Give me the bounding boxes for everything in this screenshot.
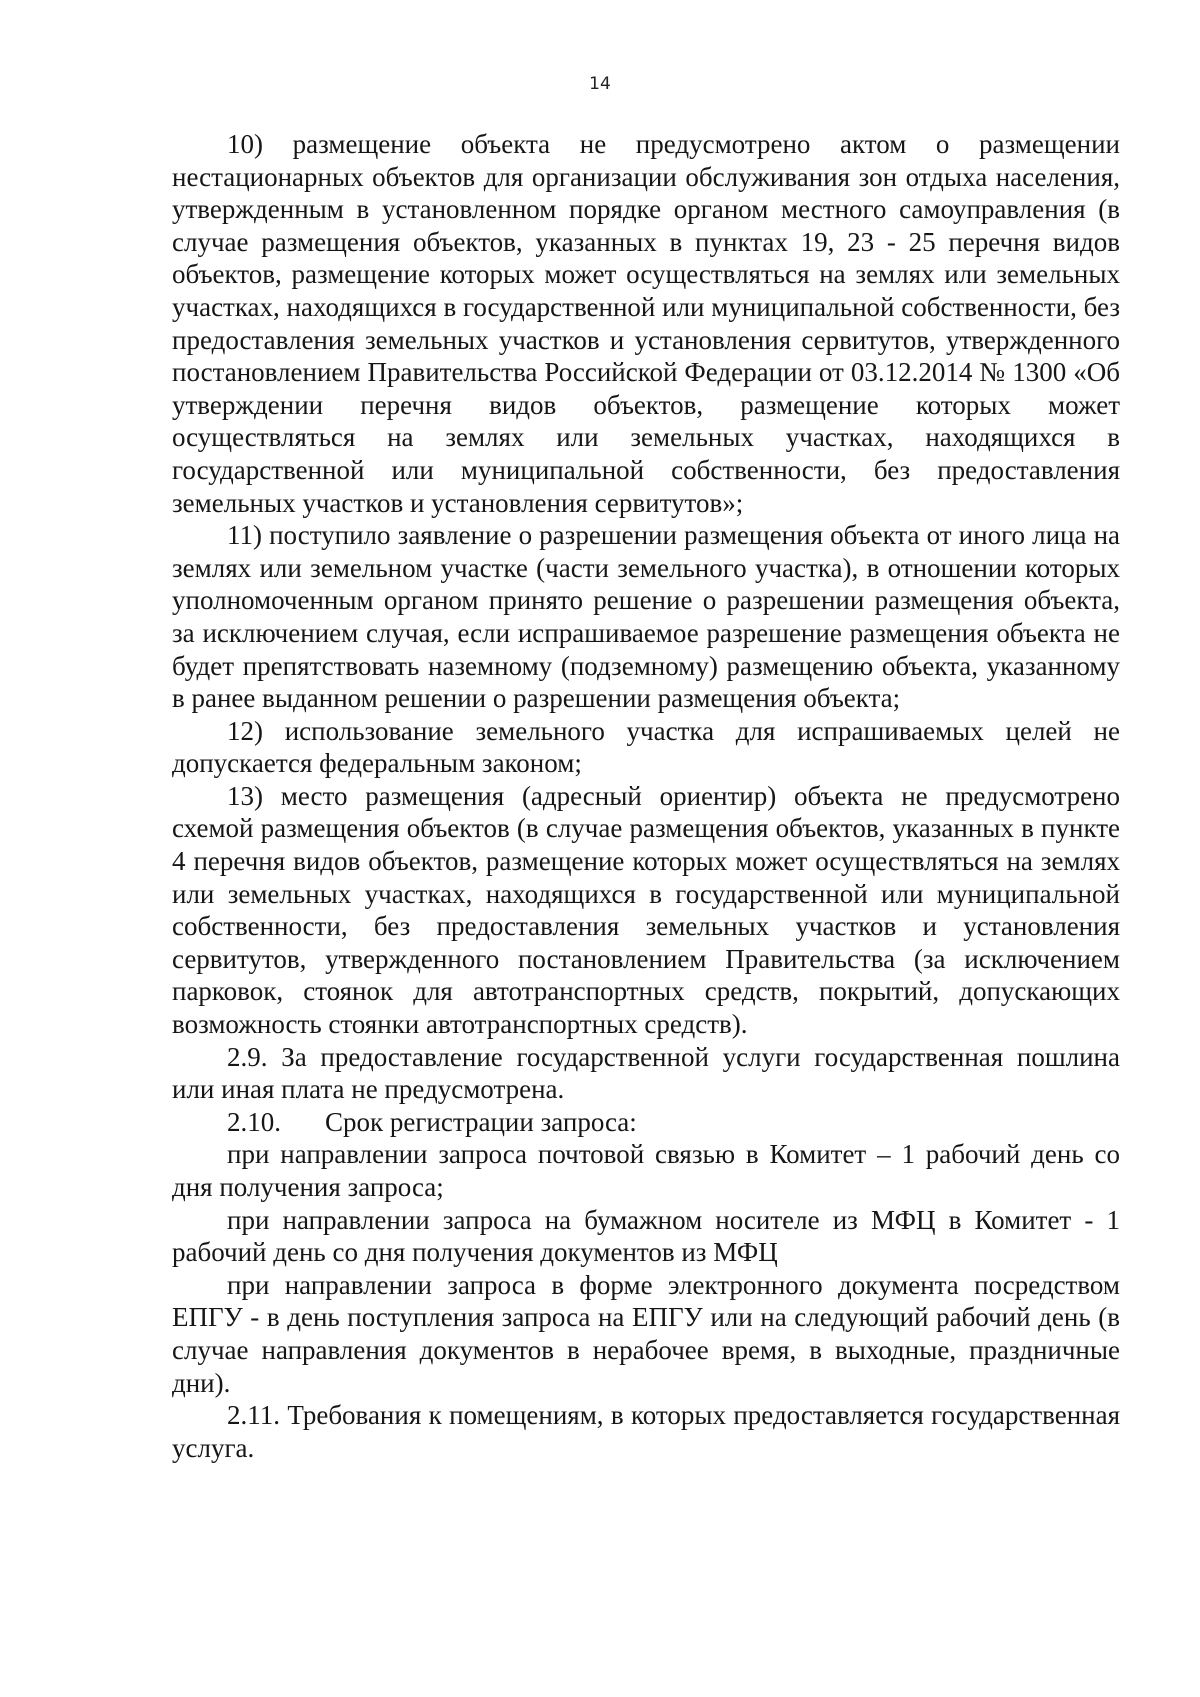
document-body [172, 128, 1120, 1464]
registration-term-mfc: при направлении запроса на бумажном носителе из МФЦ в Комитет - 1 рабочий день со дня получения документов из МФЦ [172, 1204, 1120, 1268]
section-2-10-number: 2.10. [227, 1106, 281, 1137]
section-2-10-heading [172, 1106, 1120, 1139]
section-2-11: 2.11. Требования к помещениям, в которых предоставляется государственная услуга. [172, 1400, 1120, 1463]
paragraph-item-12: 12) использование земельного участка для испрашиваемых целей не допускается федеральным законом; [172, 715, 1120, 779]
section-2-10-title: Срок регистрации запроса: [325, 1106, 637, 1137]
paragraph-2-9: 2.9. За предоставление государственной услуги государственная пошлина или иная плата не предусмотрена. [172, 1041, 1120, 1105]
paragraph-item-10: 10) размещение объекта не предусмотрено актом о размещении нестационарных объектов для организации обслуживания зон отдыха населения, утвержденным в установленном порядке органом местного самоуправления (в случае размещения объектов, указанных в пунктах 19, 23 - 25 перечня видов объектов, размещение которых может осуществляться на землях или земельных участках, находящихся в государственной или муниципальной собственности, без предоставления земельных участков и установления сервитутов, утвержденного постановлением Правительства Российской Федерации от 03.12.2014 № 1300 «Об утверждении перечня видов объектов, размещение которых может осуществляться на землях или земельных участках, находящихся в государственной или муниципальной собственности, без предоставления земельных участков и установления сервитутов»; [172, 129, 1120, 518]
paragraph-item-13: 13) место размещения (адресный ориентир) объекта не предусмотрено схемой размещения объектов (в случае размещения объектов, указанных в пункте 4 перечня видов объектов, размещение которых может осуществляться на землях или земельных участках, находящихся в государственной или муниципальной собственности, без предоставления земельных участков и установления сервитутов, утвержденного постановлением Правительства (за исключением парковок, стоянок для автотранспортных средств, покрытий, допускающих возможность стоянки автотранспортных средств). [172, 780, 1120, 1040]
registration-term-mail: при направлении запроса почтовой связью в Комитет – 1 рабочий день со дня получения запроса; [172, 1139, 1120, 1202]
page-number: 14 [589, 74, 611, 94]
paragraph-item-11: 11) поступило заявление о разрешении размещения объекта от иного лица на землях или земельном участке (части земельного участка), в отношении которых уполномоченным органом принято решение о разрешении размещения объекта, за исключением случая, если испрашиваемое разрешение размещения объекта не будет препятствовать наземному (подземному) размещению объекта, указанному в ранее выданном решении о разрешении размещения объекта; [172, 520, 1120, 714]
registration-term-epgu: при направлении запроса в форме электронного документа посредством ЕПГУ - в день поступления запроса на ЕПГУ или на следующий рабочий день (в случае направления документов в нерабочее время, в выходные, праздничные дни). [172, 1269, 1120, 1398]
